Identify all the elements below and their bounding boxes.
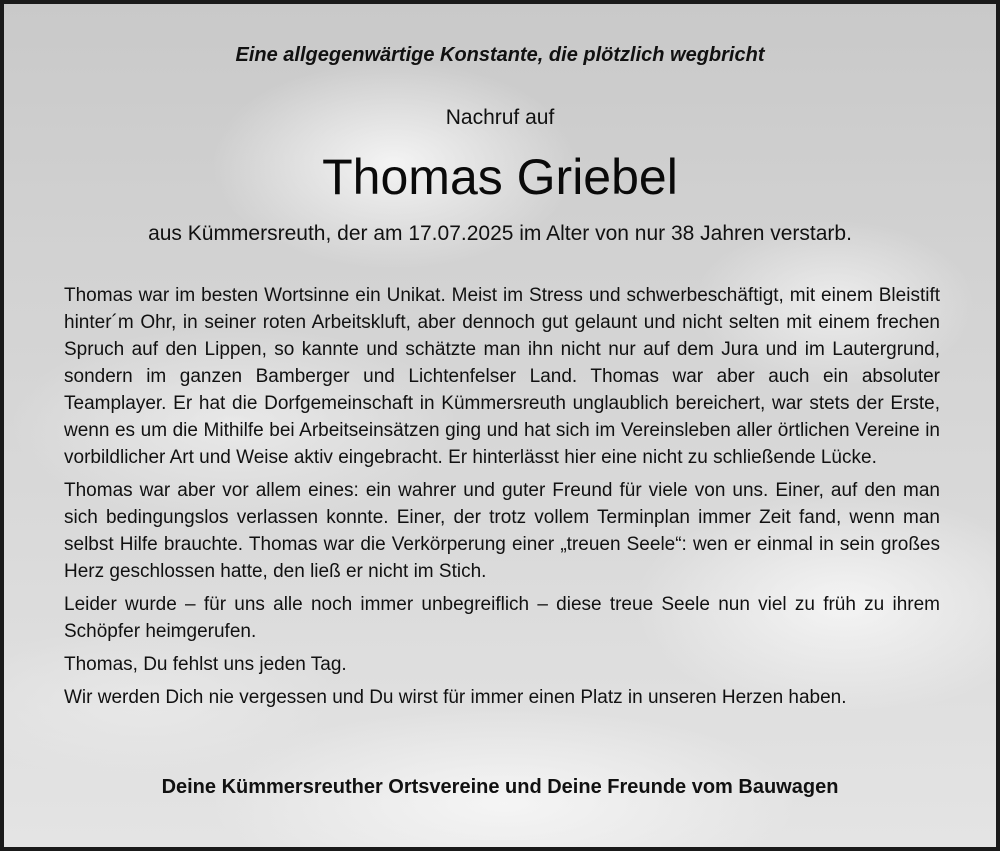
obituary-body bbox=[64, 282, 940, 717]
paragraph-missed: Thomas, Du fehlst uns jeden Tag. bbox=[64, 654, 347, 675]
paragraph-loss: Leider wurde – für uns alle noch immer unbegreiflich – diese treue Seele nun viel zu früh zu ihrem Schöpfer heimgerufen. bbox=[64, 594, 940, 642]
paragraph-character: Thomas war im besten Wortsinne ein Unikat. Meist im Stress und schwerbeschäftigt, mit einem Bleistift hinter´m Ohr, in seiner roten Arbeitskluft, aber dennoch gut gelaunt und nicht selten mit einem frechen Spruch auf den Lippen, so kannte und schätzte man ihn nicht nur auf dem Jura und im Lautergrund, sondern im ganzen Bamberger und Lichtenfelser Land. Thomas war aber auch ein absoluter Teamplayer. Er hat die Dorfgemeinschaft in Kümmersreuth unglaublich bereichert, war stets der Erste, wenn es um die Mithilfe bei Arbeitseinsätzen ging und hat sich im Vereinsleben aller örtlichen Vereine in vorbildlicher Art und Weise aktiv eingebracht. Er hinterlässt hier eine nicht zu schließende Lücke. bbox=[64, 285, 940, 468]
intro-text: Nachruf auf bbox=[445, 106, 555, 129]
deceased-name: Thomas Griebel bbox=[322, 149, 678, 205]
tagline: Eine allgegenwärtige Konstante, die plötzlich wegbricht bbox=[235, 44, 765, 66]
paragraph-remembrance: Wir werden Dich nie vergessen und Du wirst für immer einen Platz in unseren Herzen haben. bbox=[64, 687, 847, 708]
death-details: aus Kümmersreuth, der am 17.07.2025 im Alter von nur 38 Jahren verstarb. bbox=[148, 222, 852, 245]
signature: Deine Kümmersreuther Ortsvereine und Deine Freunde vom Bauwagen bbox=[161, 776, 839, 798]
paragraph-friendship: Thomas war aber vor allem eines: ein wahrer und guter Freund für viele von uns. Einer, auf den man sich bedingungslos verlassen konnte. Einer, der trotz vollem Terminplan immer Zeit fand, wenn man selbst Hilfe brauchte. Thomas war die Verkörperung einer „treuen Seele“: wen er einmal in sein großes Herz geschlossen hatte, den ließ er nicht im Stich. bbox=[64, 480, 940, 582]
